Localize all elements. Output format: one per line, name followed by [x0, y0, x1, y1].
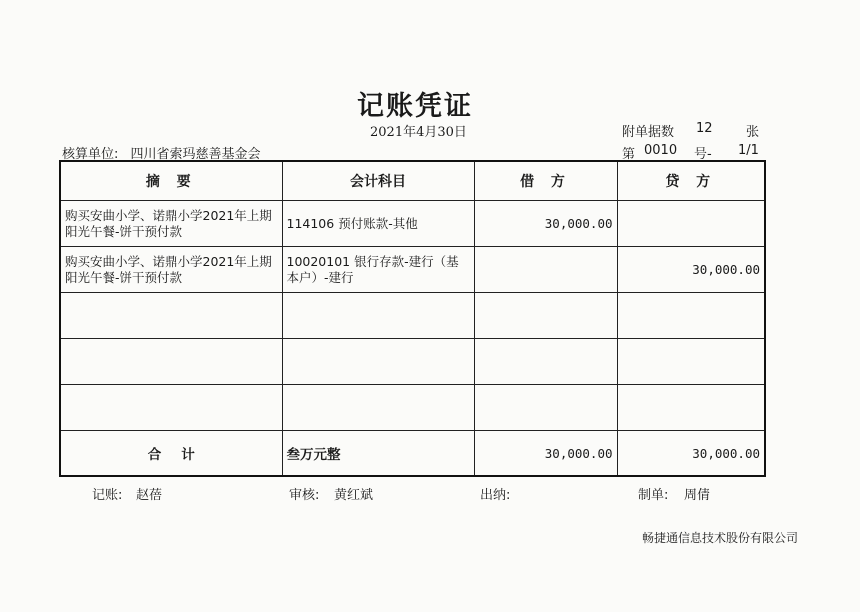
row-subject: 10020101 银行存款-建行（基本户）-建行 [282, 247, 474, 293]
row-debit [474, 247, 617, 293]
row-subject: 114106 预付账款-其他 [282, 201, 474, 247]
attachment-value: 12 [696, 121, 713, 136]
header-subject: 会计科目 [282, 161, 474, 201]
row-debit [474, 339, 617, 385]
total-row [60, 431, 765, 477]
row-summary: 购买安曲小学、诺鼎小学2021年上期阳光午餐-饼干预付款 [60, 201, 282, 247]
total-label [60, 431, 282, 477]
table-row [60, 201, 765, 247]
row-summary [60, 293, 282, 339]
voucher-number-suffix: 号- [694, 147, 712, 162]
row-debit [474, 293, 617, 339]
bookkeeper-name: 赵蓓 [136, 488, 163, 503]
row-subject [282, 385, 474, 431]
voucher-table [59, 160, 766, 477]
preparer-label: 制单: [638, 488, 669, 503]
reviewer-label: 审核: [289, 488, 320, 503]
table-row [60, 247, 765, 293]
total-in-words: 叁万元整 [282, 431, 474, 477]
row-summary [60, 339, 282, 385]
voucher-number-value: 0010 [644, 143, 678, 158]
reviewer-name: 黄红斌 [334, 488, 374, 503]
total-credit: 30,000.00 [617, 431, 765, 477]
row-credit: 30,000.00 [617, 247, 765, 293]
header-credit: 贷 方 [617, 161, 765, 201]
header-summary: 摘 要 [60, 161, 282, 201]
voucher-date: 2021年4月30日 [370, 125, 467, 140]
software-vendor: 畅捷通信息技术股份有限公司 [641, 531, 798, 545]
row-subject [282, 339, 474, 385]
row-credit [617, 201, 765, 247]
voucher-title: 记账凭证 [357, 91, 473, 122]
total-debit: 30,000.00 [474, 431, 617, 477]
row-credit [617, 385, 765, 431]
row-subject [282, 293, 474, 339]
table-row [60, 339, 765, 385]
row-credit [617, 339, 765, 385]
bookkeeper-label: 记账: [92, 488, 123, 503]
attachment-label: 附单据数 [622, 125, 675, 140]
row-summary: 购买安曲小学、诺鼎小学2021年上期阳光午餐-饼干预付款 [60, 247, 282, 293]
table-row [60, 293, 765, 339]
table-row [60, 385, 765, 431]
row-debit: 30,000.00 [474, 201, 617, 247]
preparer-name: 周倩 [684, 488, 711, 503]
total-label-a: 合 [147, 447, 162, 463]
header-debit: 借 方 [474, 161, 617, 201]
row-credit [617, 293, 765, 339]
voucher-page: 1/1 [738, 143, 759, 158]
accounting-unit-label: 核算单位: [62, 147, 119, 162]
table-header-row [60, 161, 765, 201]
total-label-b: 计 [181, 447, 195, 463]
voucher-number-prefix: 第 [622, 147, 636, 162]
cashier-label: 出纳: [480, 488, 511, 503]
row-summary [60, 385, 282, 431]
attachment-unit: 张 [746, 125, 760, 140]
accounting-unit-name: 四川省索玛慈善基金会 [130, 147, 261, 162]
row-debit [474, 385, 617, 431]
